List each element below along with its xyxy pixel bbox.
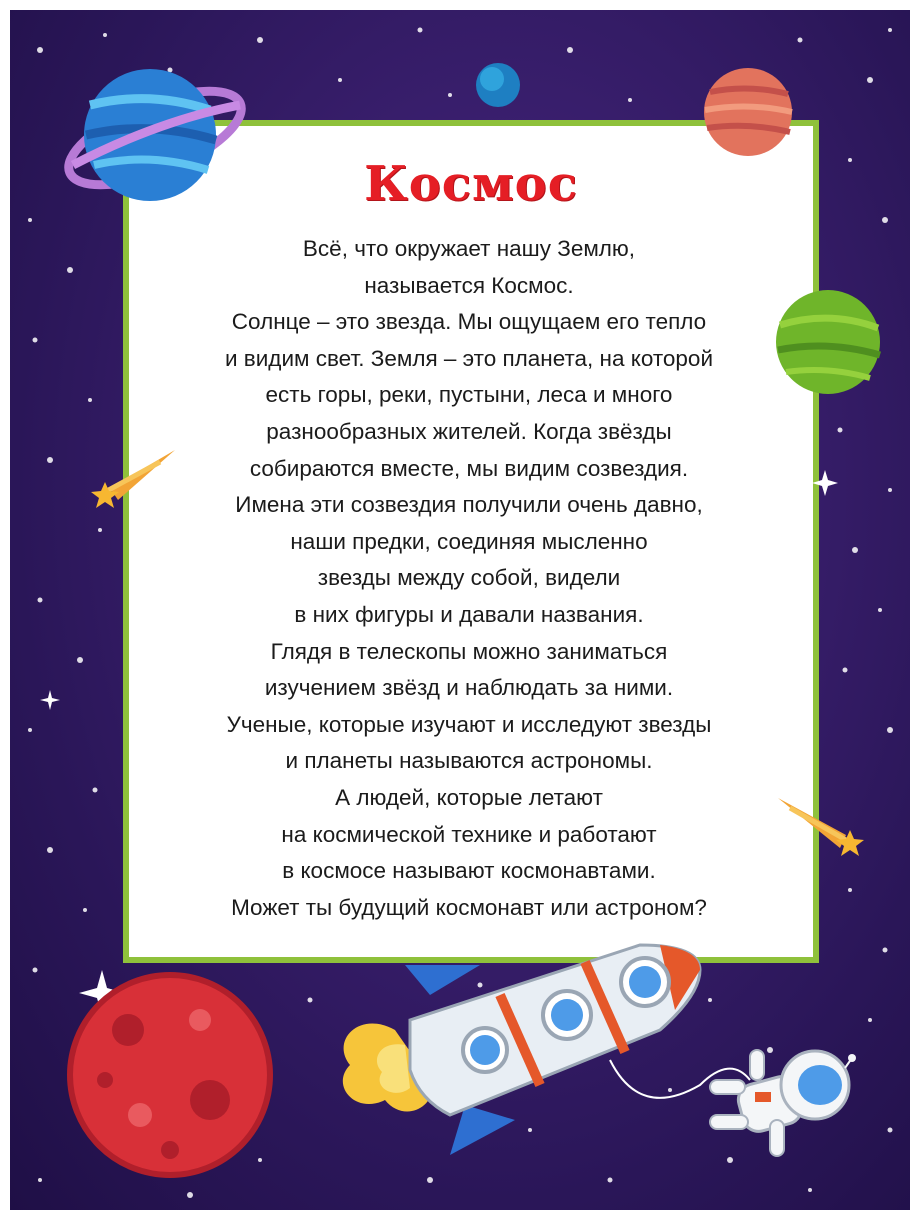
green-planet-icon xyxy=(776,290,880,394)
text-line: А людей, которые летают xyxy=(335,784,603,810)
text-line: звезды между собой, видели xyxy=(317,565,621,591)
shooting-star-icon xyxy=(778,798,864,856)
text-line: называется Космос. xyxy=(364,272,574,298)
space-page xyxy=(10,10,910,1210)
text-line: разнообразных жителей. Когда звёзды xyxy=(266,418,672,444)
text-line: собираются вместе, мы видим созвездия. xyxy=(249,455,689,481)
text-line: в космосе называют космонавтами. xyxy=(282,858,656,884)
shooting-star-icon xyxy=(91,450,175,508)
text-line: есть горы, реки, пустыни, леса и много xyxy=(265,382,673,408)
text-line: и видим свет. Земля – это планета, на которой xyxy=(224,345,714,371)
space-decorations xyxy=(10,10,910,1210)
page-title: Космос xyxy=(364,156,578,212)
text-line: Может ты будущий космонавт или астроном? xyxy=(231,894,707,920)
text-line: Ученые, которые изучают и исследуют звезды xyxy=(226,711,712,737)
striped-orange-planet-icon xyxy=(704,68,792,156)
text-line: наши предки, соединяя мысленно xyxy=(290,528,648,554)
text-line: Имена эти созвездия получили очень давно, xyxy=(235,492,703,518)
red-planet-icon xyxy=(70,975,270,1175)
text-line: и планеты называются астрономы. xyxy=(285,748,653,774)
text-line: Глядя в телескопы можно заниматься xyxy=(270,638,668,664)
rocket-icon xyxy=(343,945,700,1155)
text-line: Солнце – это звезда. Мы ощущаем его тепло xyxy=(231,309,707,335)
text-line: изучением звёзд и наблюдать за ними. xyxy=(264,675,674,701)
small-blue-planet-icon xyxy=(476,63,520,107)
ringed-planet-icon xyxy=(57,69,253,204)
text-line: в них фигуры и давали названия. xyxy=(294,601,644,627)
astronaut-icon xyxy=(710,1050,856,1156)
text-line: на космической технике и работают xyxy=(281,821,657,847)
sparkle-star-icon xyxy=(40,470,838,1016)
text-line: Всё, что окружает нашу Землю, xyxy=(302,236,636,261)
